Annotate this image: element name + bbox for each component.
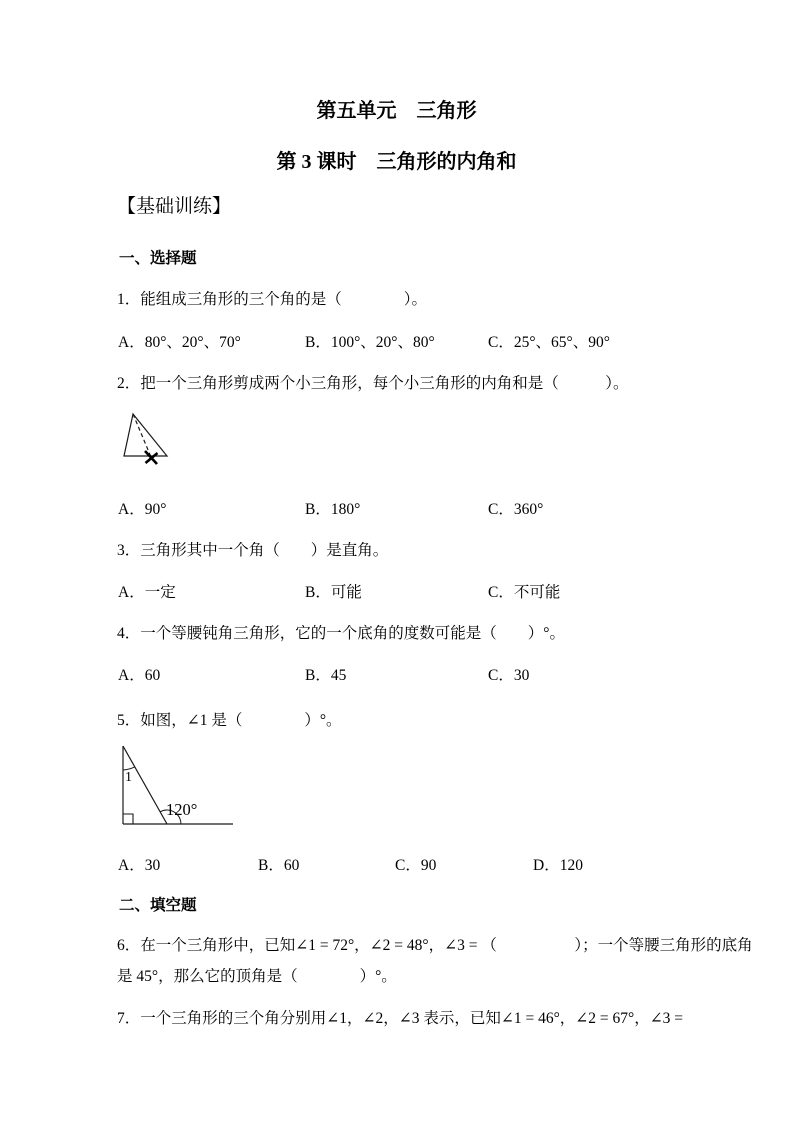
part2-heading: 二、填空题 xyxy=(119,897,197,914)
angle-1-label: 1 xyxy=(125,770,132,785)
hypotenuse xyxy=(123,746,167,824)
unit-title: 第五单元 三角形 xyxy=(316,100,477,122)
question-3-option-a: A．一定 xyxy=(118,584,176,601)
question-2-text: 2．把一个三角形剪成两个小三角形，每个小三角形的内角和是（ ）。 xyxy=(117,375,629,392)
question-5-option-d: D．120 xyxy=(533,857,583,874)
right-angle-mark xyxy=(123,814,133,824)
question-4-text: 4．一个等腰钝角三角形，它的一个底角的度数可能是（ ）°。 xyxy=(117,625,565,642)
scissors-cut-icon xyxy=(145,451,158,464)
question-3-text: 3．三角形其中一个角（ ）是直角。 xyxy=(117,542,389,559)
question-1-option-c: C．25°、65°、90° xyxy=(488,334,610,351)
question-5-angle-figure xyxy=(115,738,245,830)
question-7-text: 7．一个三角形的三个角分别用∠1，∠2，∠3 表示，已知∠1 = 46°，∠2 = 67°，∠3 = xyxy=(117,1010,684,1027)
question-5-option-a: A．30 xyxy=(118,857,161,874)
question-6-line1: 6．在一个三角形中，已知∠1 = 72°，∠2 = 48°，∠3 = （ ）；一个等腰三角形的底角 xyxy=(117,937,753,954)
question-2-option-b: B．180° xyxy=(305,501,361,518)
question-5-text: 5．如图，∠1 是（ ）°。 xyxy=(117,712,342,729)
section-basic-training-label: 【基础训练】 xyxy=(117,196,232,217)
question-1-text: 1．能组成三角形的三个角的是（ ）。 xyxy=(117,291,428,308)
lesson-title: 第 3 课时 三角形的内角和 xyxy=(276,151,517,173)
exterior-angle-label: 120° xyxy=(166,800,198,819)
part1-heading: 一、选择题 xyxy=(119,250,197,267)
triangle-outline xyxy=(124,414,167,456)
question-2-triangle-figure xyxy=(108,400,188,470)
question-6-line2: 是 45°，那么它的顶角是（ ）°。 xyxy=(117,968,397,985)
question-4-option-a: A．60 xyxy=(118,667,161,684)
question-5-option-b: B．60 xyxy=(258,857,300,874)
question-2-option-c: C．360° xyxy=(488,501,544,518)
question-5-option-c: C．90 xyxy=(395,857,437,874)
dashed-cut-line xyxy=(133,414,151,457)
question-3-option-b: B．可能 xyxy=(305,584,362,601)
question-1-option-b: B．100°、20°、80° xyxy=(305,334,435,351)
question-4-option-c: C．30 xyxy=(488,667,530,684)
question-4-option-b: B．45 xyxy=(305,667,347,684)
question-1-option-a: A．80°、20°、70° xyxy=(118,334,241,351)
question-2-option-a: A．90° xyxy=(118,501,167,518)
question-3-option-c: C．不可能 xyxy=(488,584,561,601)
